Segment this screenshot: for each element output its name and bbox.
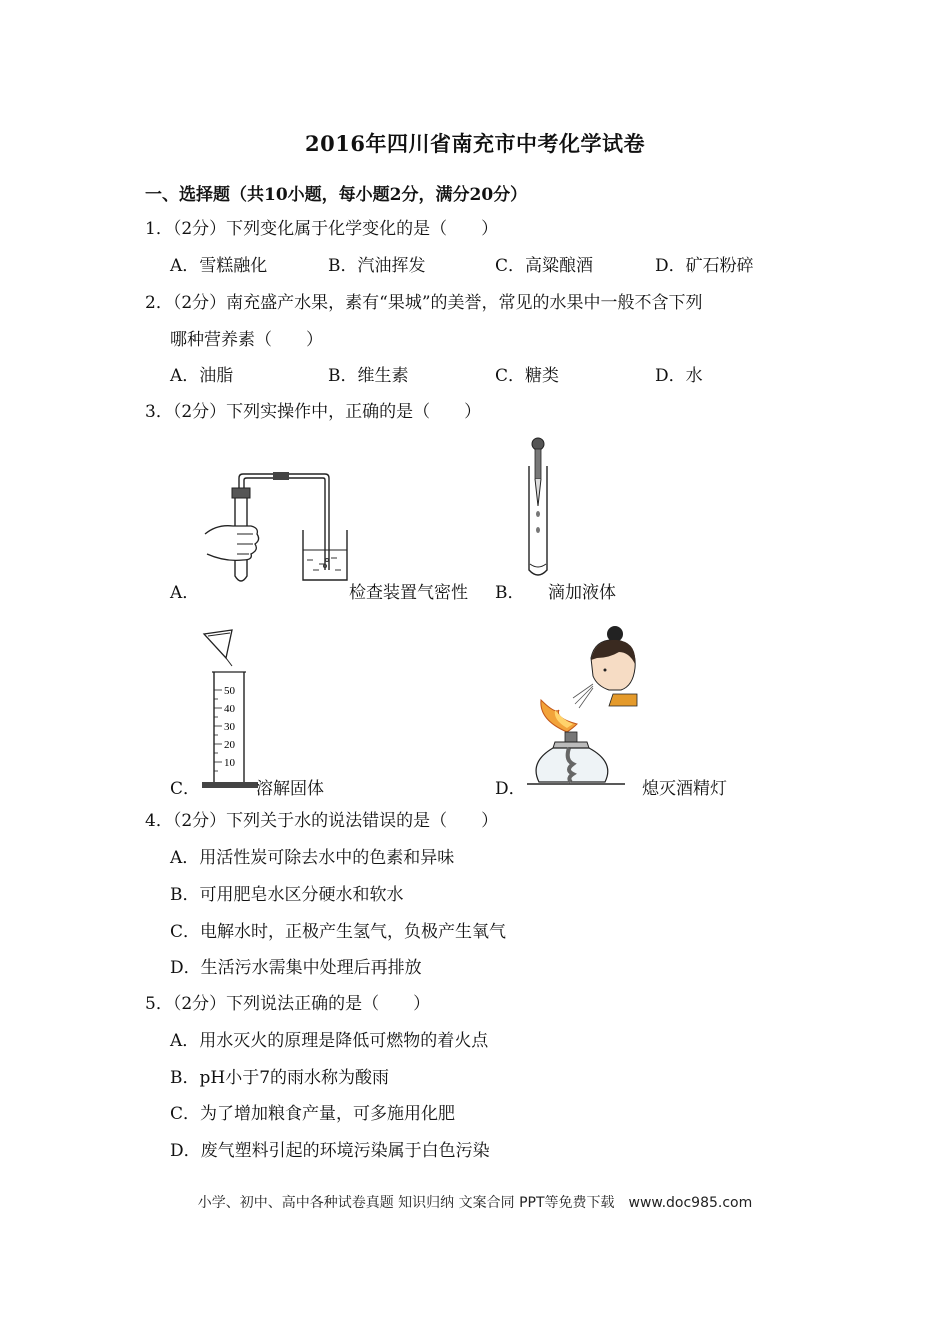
question-4-option-c: C．电解水时，正极产生氢气，负极产生氧气 xyxy=(170,922,507,942)
question-2-option-c: C．糖类 xyxy=(495,366,560,386)
page-footer: 小学、初中、高中各种试卷真题 知识归纳 文案合同 PPT等免费下载 www.doc985.com xyxy=(197,1195,753,1211)
question-5-option-a: A．用水灭火的原理是降低可燃物的着火点 xyxy=(170,1031,489,1051)
figure-d-letter: D． xyxy=(495,779,526,799)
figure-b-letter: B． xyxy=(495,583,525,603)
cylinder-tick-50: 50 xyxy=(224,685,235,697)
question-2-stem-line1: 2．（2分）南充盛产水果，素有“果城”的美誉，常见的水果中一般不含下列 xyxy=(145,293,703,313)
figure-c-caption: 溶解固体 xyxy=(256,779,324,799)
question-2-option-a: A．油脂 xyxy=(170,366,234,386)
question-5-option-c: C．为了增加粮食产量，可多施用化肥 xyxy=(170,1104,456,1124)
question-5-option-d: D．废气塑料引起的环境污染属于白色污染 xyxy=(170,1141,490,1161)
cylinder-tick-10: 10 xyxy=(224,757,235,769)
figure-d-alcohol-lamp xyxy=(525,624,645,796)
figure-c-graduated-cylinder xyxy=(200,628,270,794)
question-4-option-d: D．生活污水需集中处理后再排放 xyxy=(170,958,422,978)
figure-a-letter: A． xyxy=(170,583,200,603)
question-2-option-d: D．水 xyxy=(655,366,703,386)
cylinder-tick-marks xyxy=(214,690,222,771)
page-title: 2016年四川省南充市中考化学试卷 xyxy=(305,131,645,156)
figure-a-caption: 检查装置气密性 xyxy=(349,583,468,603)
question-2-stem-line2: 哪种营养素（ ） xyxy=(170,330,323,350)
figure-b-caption: 滴加液体 xyxy=(548,583,616,603)
question-1-option-d: D．矿石粉碎 xyxy=(655,256,754,276)
question-4-option-b: B．可用肥皂水区分硬水和软水 xyxy=(170,885,404,905)
question-1-option-b: B．汽油挥发 xyxy=(328,256,426,276)
figure-b-dropper xyxy=(520,436,560,586)
question-1-option-a: A．雪糕融化 xyxy=(170,256,268,276)
girl-head-illustration xyxy=(591,626,637,706)
question-1-stem: 1．（2分）下列变化属于化学变化的是（ ） xyxy=(145,219,499,239)
question-4-option-a: A．用活性炭可除去水中的色素和异味 xyxy=(170,848,455,868)
question-3-stem: 3．（2分）下列实操作中，正确的是（ ） xyxy=(145,402,482,422)
question-1-option-c: C．高粱酿酒 xyxy=(495,256,594,276)
question-4-stem: 4．（2分）下列关于水的说法错误的是（ ） xyxy=(145,811,499,831)
cylinder-tick-20: 20 xyxy=(224,739,235,751)
section-heading: 一、选择题（共10小题，每小题2分，满分20分） xyxy=(145,185,528,205)
question-5-option-b: B．pH小于7的雨水称为酸雨 xyxy=(170,1068,390,1088)
question-2-option-b: B．维生素 xyxy=(328,366,409,386)
figure-a-airtightness-check xyxy=(195,470,355,590)
cylinder-tick-40: 40 xyxy=(224,703,235,715)
cylinder-tick-30: 30 xyxy=(224,721,235,733)
question-5-stem: 5．（2分）下列说法正确的是（ ） xyxy=(145,994,431,1014)
figure-c-letter: C． xyxy=(170,779,201,799)
figure-d-caption: 熄灭酒精灯 xyxy=(642,779,727,799)
